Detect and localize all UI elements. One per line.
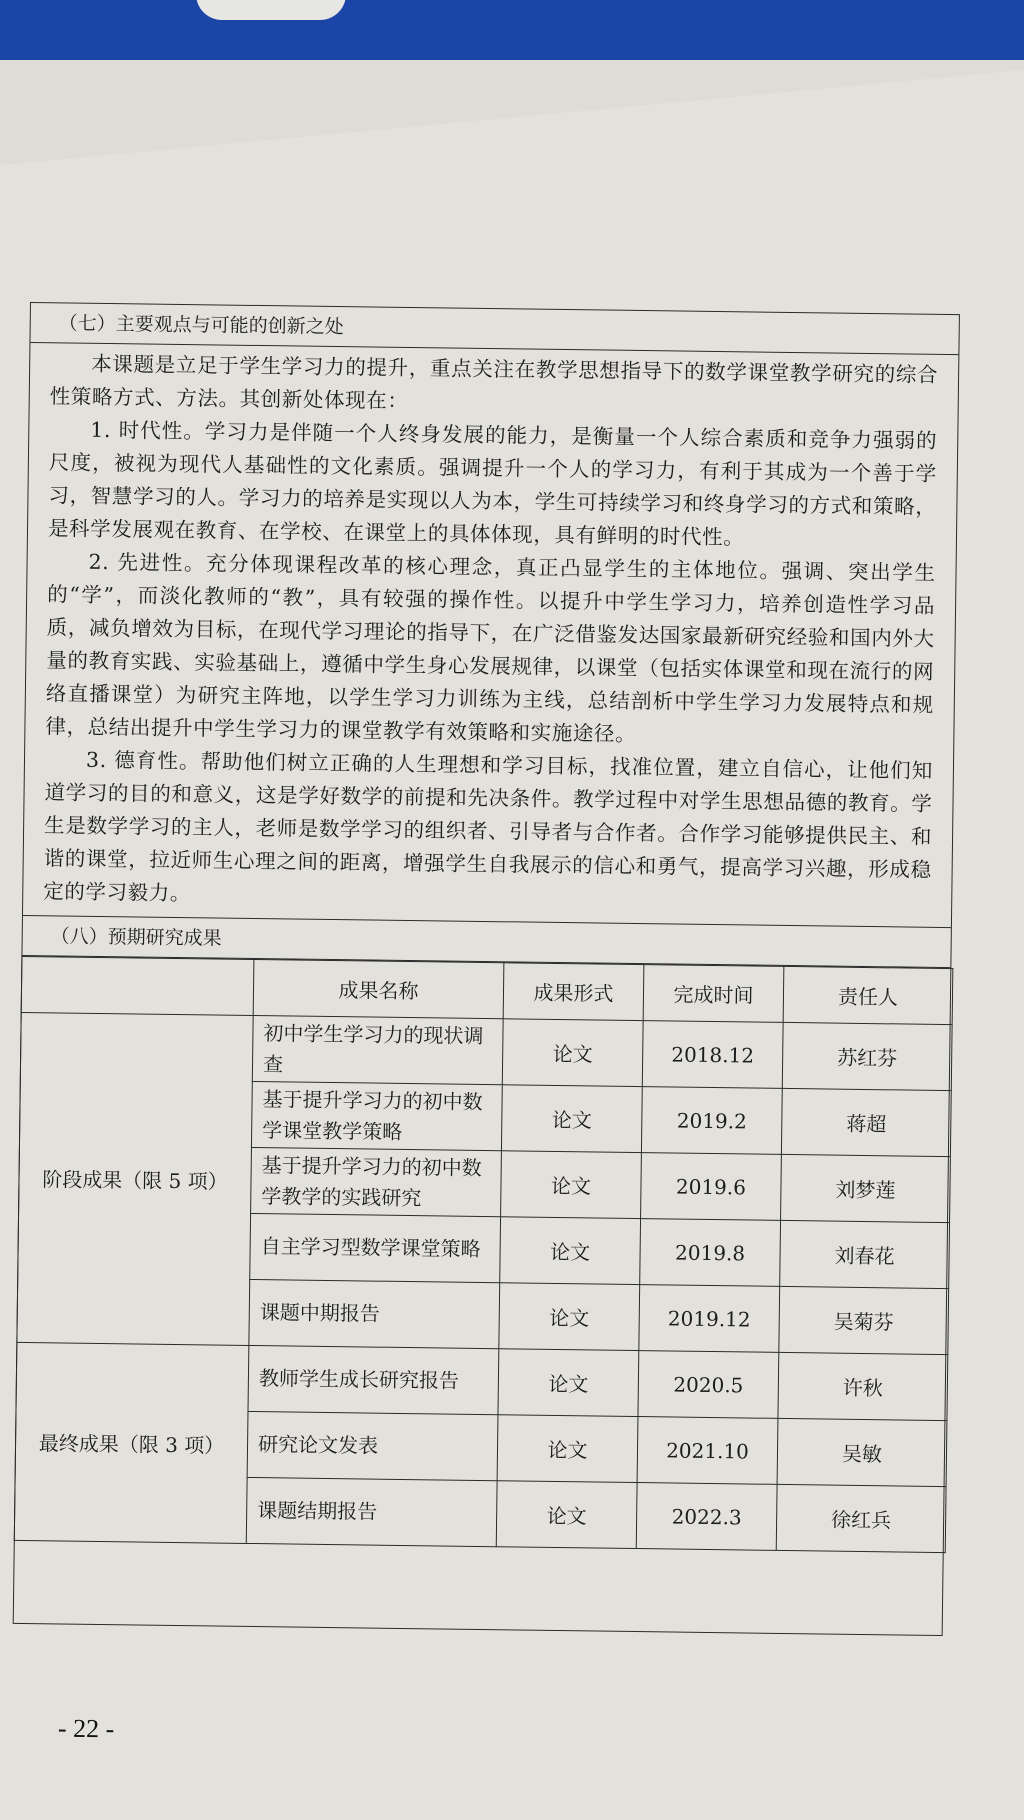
result-date: 2019.8 — [640, 1219, 781, 1287]
result-form: 论文 — [501, 1085, 642, 1153]
results-table — [14, 956, 954, 1553]
result-name: 教师学生成长研究报告 — [248, 1345, 499, 1414]
result-name: 基于提升学习力的初中数学教学的实践研究 — [251, 1147, 502, 1216]
result-person: 吴敏 — [777, 1418, 947, 1486]
section7-heading: （七）主要观点与可能的创新之处 — [30, 303, 958, 355]
column-header: 成果形式 — [503, 963, 644, 1021]
result-name: 课题中期报告 — [249, 1279, 500, 1348]
form-table — [13, 302, 960, 1636]
result-date: 2022.3 — [636, 1483, 777, 1551]
foreground-object — [196, 0, 346, 20]
result-form: 论文 — [498, 1349, 639, 1417]
section7-body — [23, 343, 958, 928]
header-empty-cell — [21, 956, 254, 1015]
section8-heading: （八）预期研究成果 — [22, 916, 950, 968]
result-date: 2020.5 — [638, 1351, 779, 1419]
result-form: 论文 — [497, 1415, 638, 1483]
final-results-label: 最终成果（限 3 项） — [14, 1342, 249, 1543]
result-name: 自主学习型数学课堂策略 — [250, 1213, 501, 1282]
result-form: 论文 — [501, 1151, 642, 1219]
result-name: 初中学生学习力的现状调查 — [252, 1015, 503, 1084]
result-date: 2018.12 — [642, 1021, 783, 1089]
result-form: 论文 — [496, 1481, 637, 1549]
result-person: 许秋 — [778, 1352, 948, 1420]
result-name: 课题结期报告 — [246, 1477, 497, 1546]
section7-paragraph: 2. 先进性。充分体现课程改革的核心理念，真正凸显学生的主体地位。强调、突出学生的“学”，而淡化教师的“教”，具有较强的操作性。以提升中学生学习力，培养创造性学习品质，减负增效为目标，在现代学习理论的指导下，在广泛借鉴发达国家最新研究经验和国内外大量的教育实践、实验基础上，遵循中学生身心发展规律，以课堂（包括实体课堂和现在流行的网络直播课堂）为研究主阵地，以学生学习力训练为主线，总结剖析中学生学习力发展特点和规律，总结出提升中学生学习力的课堂教学有效策略和实施途径。 — [45, 549, 936, 746]
result-form: 论文 — [499, 1283, 640, 1351]
section7-paragraph: 3. 德育性。帮助他们树立正确的人生理想和学习目标，找准位置，建立自信心，让他们知道学习的目的和意义，这是学好数学的前提和先决条件。教学过程中对学生思想品德的教育。学生是数学学习的主人，老师是数学学习的组织者、引导者与合作者。合作学习能够提供民主、和谐的课堂，拉近师生心理之间的距离，增强学生自我展示的信心和勇气，提高学习兴趣，形成稳定的学习毅力。 — [43, 747, 934, 906]
column-header: 完成时间 — [643, 965, 784, 1023]
result-person: 刘梦莲 — [781, 1154, 951, 1222]
result-date: 2019.2 — [641, 1087, 782, 1155]
result-form: 论文 — [500, 1217, 641, 1285]
section7-paragraph: 本课题是立足于学生学习力的提升，重点关注在教学思想指导下的数学课堂教学研究的综合性策略方式、方法。其创新处体现在： — [49, 351, 939, 413]
result-date: 2019.12 — [639, 1285, 780, 1353]
result-form: 论文 — [502, 1019, 643, 1087]
page-number: - 22 - — [57, 1713, 115, 1744]
result-date: 2019.6 — [641, 1153, 782, 1221]
column-header: 责任人 — [783, 966, 953, 1024]
result-person: 蒋超 — [781, 1088, 951, 1156]
result-name: 研究论文发表 — [247, 1411, 498, 1480]
result-person: 徐红兵 — [776, 1484, 946, 1552]
column-header: 成果名称 — [253, 959, 504, 1018]
result-date: 2021.10 — [637, 1417, 778, 1485]
stage-results-label: 阶段成果（限 5 项） — [17, 1012, 253, 1345]
table-row — [16, 1342, 948, 1420]
result-person: 刘春花 — [780, 1220, 950, 1288]
table-row — [20, 1012, 952, 1090]
section7-paragraph: 1. 时代性。学习力是伴随一个人终身发展的能力，是衡量一个人综合素质和竞争力强弱的尺度，被视为现代人基础性的文化素质。强调提升一个人的学习力，有利于其成为一个善于学习，智慧学习的人。学习力的培养是实现以人为本，学生可持续学习和终身学习的方式和策略，是科学发展观在教育、在学校、在课堂上的具体体现，具有鲜明的时代性。 — [47, 417, 938, 550]
result-person: 吴菊芬 — [779, 1286, 949, 1354]
result-person: 苏红芬 — [782, 1022, 952, 1090]
result-name: 基于提升学习力的初中数学课堂教学策略 — [251, 1081, 502, 1150]
